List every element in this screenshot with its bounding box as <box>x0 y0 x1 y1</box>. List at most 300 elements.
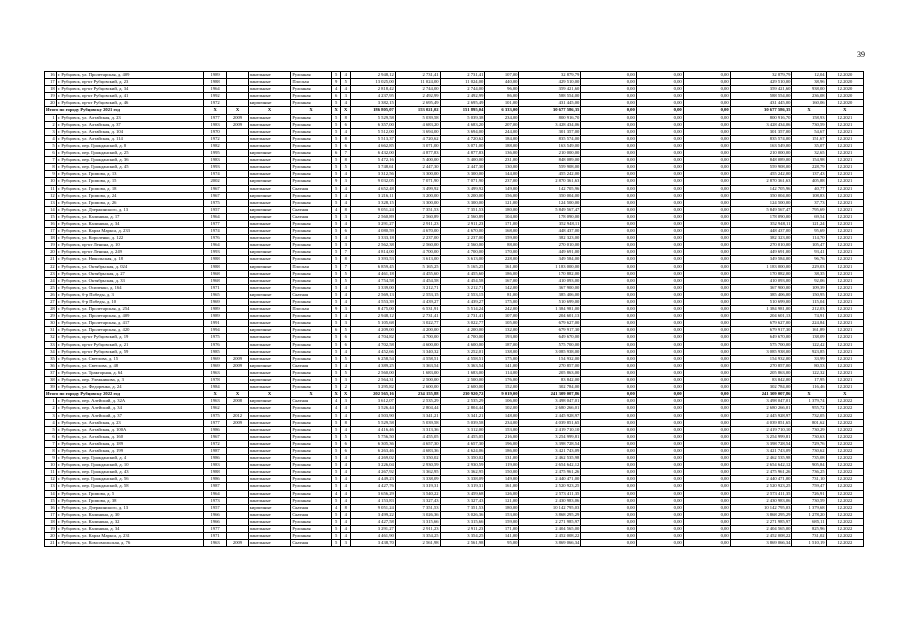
total-row <box>45 107 864 114</box>
table-cell: 4 209,00 <box>351 327 396 334</box>
table-cell <box>227 320 248 327</box>
table-cell: 12.2021 <box>826 142 863 149</box>
table-cell: 0,00 <box>636 164 683 171</box>
table-cell: 0,00 <box>683 462 730 469</box>
table-cell: 4 683,36 <box>395 447 440 454</box>
table-cell: 12 <box>45 476 57 483</box>
table-cell: 0,00 <box>683 93 730 100</box>
table-cell: 270 857,00 <box>730 362 792 369</box>
table-cell: 6 263,46 <box>351 447 396 454</box>
table-cell: 0,00 <box>636 79 683 86</box>
table-cell <box>227 327 248 334</box>
table-cell: кирпичные <box>248 362 291 369</box>
table-cell: 0,00 <box>581 284 636 291</box>
table-cell: 2 553,15 <box>395 291 440 298</box>
table-cell: 4 700,00 <box>395 249 440 256</box>
table-cell: 0,00 <box>636 490 683 497</box>
table-cell: г. Рубцовск, ул. Пролетарская, д. 420 <box>56 327 203 334</box>
table-cell: 12.2021 <box>826 213 863 220</box>
table-cell: 230 920,72 <box>440 391 485 398</box>
table-cell: 32 879,79 <box>519 72 581 79</box>
table-cell: 204 601,13 <box>519 313 581 320</box>
table-cell: 4 720,62 <box>440 135 485 142</box>
table-cell: г. Рубцовск, ул. Громова, д. 24 <box>56 192 203 199</box>
table-cell: 3 340,32 <box>395 348 440 355</box>
table-cell <box>227 462 248 469</box>
table-cell: 1978 <box>203 377 226 384</box>
table-cell: г. Рубцовск, пр-кт Рубцовский, д. 23 <box>56 79 203 86</box>
table-cell <box>227 369 248 376</box>
table-cell: г. Рубцовск, пр-кт Ленина, д. 249 <box>56 249 203 256</box>
table-cell: г. Рубцовск, пер. Гражданский, д. 25 <box>56 150 203 157</box>
table-cell: 18 <box>45 86 57 93</box>
table-cell: панельные <box>248 419 291 426</box>
table-cell: 167,00 <box>485 277 519 284</box>
table-cell: 679 627,00 <box>730 320 792 327</box>
table-cell: 410 093,00 <box>730 277 792 284</box>
table-cell: 0,00 <box>636 518 683 525</box>
table-cell: 244,00 <box>485 128 519 135</box>
table-cell: панельные <box>248 256 291 263</box>
table-cell: 5 <box>331 384 341 391</box>
table-cell: 15 <box>45 497 57 504</box>
table-cell: 3 428 434,06 <box>730 121 792 128</box>
table-cell: 7 071,90 <box>395 178 440 185</box>
table-cell: 154 932,00 <box>519 355 581 362</box>
table-cell: панельные <box>248 72 291 79</box>
table-row <box>45 327 864 334</box>
table-cell: 7 <box>341 150 351 157</box>
table-cell: 2009 <box>227 362 248 369</box>
table-cell: 5 <box>341 327 351 334</box>
table-cell: 1964 <box>203 213 226 220</box>
table-cell: 23 <box>45 270 57 277</box>
table-cell: 5 <box>331 440 341 447</box>
table-cell: 5 <box>331 320 341 327</box>
table-cell: 0,00 <box>581 327 636 334</box>
table-cell: 2 430 983,06 <box>730 497 792 504</box>
table-row <box>45 455 864 462</box>
table-cell: 3 328,15 <box>351 199 396 206</box>
table-cell: 0,00 <box>636 142 683 149</box>
table-cell: 5 <box>331 256 341 263</box>
table-cell: 122,32 <box>792 369 826 376</box>
table-cell: г. Рубцовск, ул. Алтайская, д. 114 <box>56 135 203 142</box>
table-cell: 170,00 <box>485 249 519 256</box>
table-cell: 5 <box>331 511 341 518</box>
table-cell: 36 <box>45 362 57 369</box>
table-cell: 196,00 <box>485 440 519 447</box>
table-cell: 0,00 <box>683 142 730 149</box>
table-cell: 0,00 <box>636 377 683 384</box>
table-cell: 4 <box>341 220 351 227</box>
table-cell: 1967 <box>203 185 226 192</box>
table-row <box>45 355 864 362</box>
table-cell: Рулонная <box>291 526 332 533</box>
table-cell: 2 911,23 <box>440 220 485 227</box>
table-cell: Скатная <box>291 213 332 220</box>
table-cell: 161,00 <box>485 483 519 490</box>
table-cell: 431 445,00 <box>730 100 792 107</box>
table-cell: 3 421 743,09 <box>730 447 792 454</box>
table-cell: Рулонная <box>291 249 332 256</box>
table-cell: 1975 <box>203 199 226 206</box>
table-cell: 5 <box>331 277 341 284</box>
table-row <box>45 348 864 355</box>
table-cell: 9 019,00 <box>485 391 519 398</box>
table-cell: 4 600,00 <box>440 341 485 348</box>
table-row <box>45 242 864 249</box>
table-cell: 0,00 <box>683 128 730 135</box>
table-cell: 0,00 <box>581 369 636 376</box>
table-row <box>45 320 864 327</box>
table-cell: 163 549,00 <box>519 142 581 149</box>
table-cell: Рулонная <box>291 242 332 249</box>
table-cell: 4 683,20 <box>395 121 440 128</box>
table-cell: 5 <box>331 164 341 171</box>
table-cell: 175,00 <box>485 299 519 306</box>
table-cell: 168,00 <box>485 228 519 235</box>
table-cell: 0,00 <box>636 526 683 533</box>
table-cell: 1 278,20 <box>792 511 826 518</box>
table-cell: 1983 <box>203 157 226 164</box>
table-cell: 4 <box>331 405 341 412</box>
table-cell: 5 <box>331 284 341 291</box>
table-cell: 19 <box>45 93 57 100</box>
table-row <box>45 526 864 533</box>
table-cell <box>227 405 248 412</box>
table-cell: 3 085 938,00 <box>730 348 792 355</box>
table-cell: 5 <box>331 462 341 469</box>
table-cell: 575 700,00 <box>730 341 792 348</box>
table-cell: кирпичные <box>248 192 291 199</box>
table-cell: 0,00 <box>636 150 683 157</box>
table-cell: 12.2022 <box>826 455 863 462</box>
table-cell: 0,00 <box>581 313 636 320</box>
table-cell: 1969 <box>203 299 226 306</box>
table-cell: 3 254 999,81 <box>730 433 792 440</box>
table-cell: г. Рубцовск, ул. Комсомольская, д. 76 <box>56 540 203 547</box>
table-cell: 5 <box>341 433 351 440</box>
table-cell: 382 323,00 <box>730 235 792 242</box>
table-cell: 0,00 <box>683 249 730 256</box>
table-cell: Рулонная <box>291 157 332 164</box>
table-cell: 3 421 743,09 <box>519 447 581 454</box>
table-cell: 4 <box>341 412 351 419</box>
table-cell: 4 <box>341 455 351 462</box>
table-cell: 4 267,92 <box>351 469 396 476</box>
table-cell: 21 <box>45 540 57 547</box>
table-cell: 3 612,07 <box>351 398 396 405</box>
table-cell: 731,02 <box>792 533 826 540</box>
table-cell: 0,00 <box>581 142 636 149</box>
table-cell: 270 857,00 <box>519 362 581 369</box>
table-cell: 8 <box>341 135 351 142</box>
table-cell: 101,00 <box>485 100 519 107</box>
table-cell: 0,00 <box>581 447 636 454</box>
table-cell: 3 499,92 <box>440 185 485 192</box>
table-cell <box>227 511 248 518</box>
table-cell: 3 498 047,01 <box>519 398 581 405</box>
table-cell: 0,00 <box>581 348 636 355</box>
table-cell: 510 699,00 <box>730 299 792 306</box>
table-cell: г. Рубцовск, ул. Громова, д. 18 <box>56 185 203 192</box>
table-cell: 150,00 <box>485 469 519 476</box>
table-cell: 0,00 <box>636 497 683 504</box>
table-cell: 0,00 <box>636 398 683 405</box>
table-cell: Рулонная <box>291 192 332 199</box>
table-cell: 4 814,00 <box>351 249 396 256</box>
table-cell: 12.2021 <box>826 150 863 157</box>
table-cell: 3 868 295,29 <box>730 511 792 518</box>
table-cell: 80,53 <box>792 362 826 369</box>
table-cell: 2 744,00 <box>440 86 485 93</box>
table-cell: 39 <box>45 384 57 391</box>
table-cell: Рулонная <box>291 235 332 242</box>
table-cell: 7 351,53 <box>395 206 440 213</box>
table-cell: 12,04 <box>792 72 826 79</box>
table-cell: 5 <box>331 355 341 362</box>
table-cell: 0,00 <box>636 341 683 348</box>
table-cell: 5 <box>341 270 351 277</box>
table-cell: 0,00 <box>636 171 683 178</box>
table-cell <box>227 299 248 306</box>
table-cell: 3 526,44 <box>351 405 396 412</box>
table-cell: 0,00 <box>636 121 683 128</box>
table-cell: 350 004,00 <box>730 192 792 199</box>
table-cell: 352 948,11 <box>519 220 581 227</box>
table-cell: 20 <box>45 100 57 107</box>
table-cell: 12.2020 <box>826 93 863 100</box>
table-cell: 16 <box>45 72 57 79</box>
table-cell: панельные <box>248 412 291 419</box>
table-cell: 5 400,00 <box>395 157 440 164</box>
table-cell: 4 461,18 <box>351 270 396 277</box>
table-cell: г. Рубцовск, ул. Громова, д. 15 <box>56 178 203 185</box>
table-cell: 149,00 <box>485 476 519 483</box>
table-cell: 26 <box>45 291 57 298</box>
table-cell: 731,10 <box>792 476 826 483</box>
table-cell: 1 379,68 <box>792 504 826 511</box>
table-cell: 4 624,06 <box>440 447 485 454</box>
table-cell: г. Рубцовск, ул. Пролетарская, д. 417 <box>56 320 203 327</box>
table-cell: 2 569,13 <box>351 291 396 298</box>
table-cell: X <box>248 391 291 398</box>
table-row <box>45 306 864 313</box>
table-cell: 3 499,22 <box>351 511 396 518</box>
table-cell: г. Рубцовск, ул. Алтайская, д. 160 <box>56 433 203 440</box>
table-cell: 455 242,00 <box>519 171 581 178</box>
table-cell: г. Рубцовск, ул. Калинина, д. 17 <box>56 213 203 220</box>
table-cell: панельные <box>248 114 291 121</box>
table-cell: 153 021,02 <box>395 107 440 114</box>
table-cell <box>227 164 248 171</box>
table-cell: 5 756,50 <box>351 433 396 440</box>
table-cell: 2 911,23 <box>395 526 440 533</box>
table-cell: 4 754,58 <box>351 277 396 284</box>
table-cell <box>227 504 248 511</box>
table-cell: 138,09 <box>792 334 826 341</box>
table-cell: 649 670,00 <box>730 334 792 341</box>
table-row <box>45 299 864 306</box>
table-cell: 2009 <box>227 419 248 426</box>
table-cell: 382 323,00 <box>519 235 581 242</box>
table-cell: 2 560,00 <box>351 369 396 376</box>
table-cell: 171,00 <box>485 220 519 227</box>
table-cell: 12.2022 <box>826 440 863 447</box>
table-cell: 2 560,00 <box>440 242 485 249</box>
table-cell: 0,00 <box>581 511 636 518</box>
table-cell: 0,00 <box>683 277 730 284</box>
table-cell: Рулонная <box>291 433 332 440</box>
table-cell: 188,00 <box>485 142 519 149</box>
table-cell: 0,00 <box>581 483 636 490</box>
table-cell: 4 <box>331 398 341 405</box>
table-cell: Рулонная <box>291 405 332 412</box>
table-cell: г. Рубцовск, ул. Громова, д. 26 <box>56 199 203 206</box>
table-row <box>45 263 864 270</box>
table-cell: Скатная <box>291 206 332 213</box>
table-cell: 141,00 <box>485 362 519 369</box>
table-cell <box>227 72 248 79</box>
total-row <box>45 391 864 398</box>
table-cell: 158,93 <box>792 114 826 121</box>
table-cell: 1968 <box>203 270 226 277</box>
table-cell: 234,00 <box>485 419 519 426</box>
table-cell: 9 051,24 <box>351 206 396 213</box>
table-cell: 13 025,00 <box>351 79 396 86</box>
table-cell: 0,00 <box>683 369 730 376</box>
table-cell: 3 212,71 <box>395 284 440 291</box>
table-cell: Рулонная <box>291 426 332 433</box>
table-cell: 5 <box>331 334 341 341</box>
table-cell: 2009 <box>227 540 248 547</box>
table-cell: 10 142 795,03 <box>519 504 581 511</box>
table-cell <box>227 256 248 263</box>
table-cell <box>227 426 248 433</box>
table-cell: 559 908,00 <box>730 164 792 171</box>
table-cell: 0,00 <box>581 433 636 440</box>
table-cell: 0,00 <box>683 334 730 341</box>
table-cell: 5 <box>331 518 341 525</box>
table-cell: 1969 <box>203 355 226 362</box>
table-cell: 735,08 <box>792 455 826 462</box>
table-cell: 848 089,00 <box>730 157 792 164</box>
table-cell: 5 <box>331 447 341 454</box>
table-cell: панельные <box>248 384 291 391</box>
table-cell: 0,00 <box>581 185 636 192</box>
table-cell: кирпичные <box>248 213 291 220</box>
table-cell: X <box>826 391 863 398</box>
table-cell: 12.2021 <box>826 263 863 270</box>
table-cell: 2 419 710,10 <box>519 426 581 433</box>
table-cell: 0,00 <box>581 391 636 398</box>
table-cell: 8 <box>341 157 351 164</box>
table-cell: 4 <box>341 490 351 497</box>
table-cell: 22 <box>45 263 57 270</box>
table-cell: 4 237,95 <box>351 93 396 100</box>
table-cell: 3 <box>341 306 351 313</box>
table-cell: 5 <box>341 369 351 376</box>
table-row <box>45 121 864 128</box>
table-row <box>45 469 864 476</box>
table-cell: 0,00 <box>636 100 683 107</box>
table-cell: 3 869 066,34 <box>730 540 792 547</box>
table-cell: 0,00 <box>683 150 730 157</box>
table-cell: 0,00 <box>683 384 730 391</box>
table-cell: 367 900,00 <box>730 284 792 291</box>
table-cell: 3 354,25 <box>395 533 440 540</box>
table-cell: 4 <box>341 497 351 504</box>
table-cell: 0,00 <box>581 220 636 227</box>
table-cell: г. Рубцовск, ул. Никольская, д. 18 <box>56 256 203 263</box>
table-cell: 559 908,00 <box>519 164 581 171</box>
table-cell: 2 <box>45 121 57 128</box>
table-cell: 0,00 <box>636 86 683 93</box>
table-cell: 3 498 047,01 <box>730 398 792 405</box>
table-cell: 144,00 <box>485 171 519 178</box>
table-cell: 171,00 <box>485 526 519 533</box>
table-cell: 12.2021 <box>826 199 863 206</box>
table-cell: 0,00 <box>683 242 730 249</box>
table-cell: панельные <box>248 341 291 348</box>
table-cell: г. Рубцовск, ул. Пролетарская, д. 254 <box>56 306 203 313</box>
table-cell: 12.2022 <box>826 433 863 440</box>
table-cell: г. Рубцовск, пр-кт Рубцовский, д. 19 <box>56 334 203 341</box>
table-cell: 205 863,00 <box>730 369 792 376</box>
table-cell: панельные <box>248 518 291 525</box>
table-cell: 955,72 <box>792 405 826 412</box>
table-cell: 5 <box>331 540 341 547</box>
table-cell: 0,00 <box>581 100 636 107</box>
table-cell: 153,00 <box>485 511 519 518</box>
table-row <box>45 511 864 518</box>
table-row <box>45 171 864 178</box>
table-cell: 1963 <box>203 540 226 547</box>
table-cell: 142 705,96 <box>730 185 792 192</box>
table-cell: Рулонная <box>291 199 332 206</box>
table-cell: 5 039,58 <box>395 419 440 426</box>
table-cell: 5 <box>331 483 341 490</box>
table-cell: 9 <box>331 178 341 185</box>
table-cell: г. Рубцовск, пр-кт Рубцовский, д. 34 <box>56 86 203 93</box>
table-cell: 4 670,00 <box>440 228 485 235</box>
table-cell: 35,07 <box>792 142 826 149</box>
table-cell: 4 455,05 <box>395 433 440 440</box>
table-cell: 2 447,30 <box>440 164 485 171</box>
table-cell: 4 <box>341 86 351 93</box>
table-cell: 4 449,23 <box>351 476 396 483</box>
table-cell: 301 357,00 <box>519 128 581 135</box>
table-cell: панельные <box>248 199 291 206</box>
table-cell: 5 <box>331 228 341 235</box>
table-cell: панельные <box>248 348 291 355</box>
table-cell: 2009 <box>227 355 248 362</box>
table-cell: 3 350,02 <box>395 455 440 462</box>
table-cell: 0,00 <box>581 455 636 462</box>
table-cell: 0,00 <box>636 320 683 327</box>
table-row <box>45 228 864 235</box>
table-cell: 0,00 <box>636 511 683 518</box>
table-cell: 0,00 <box>581 192 636 199</box>
table-cell: 1966 <box>203 511 226 518</box>
table-cell: 184,00 <box>485 135 519 142</box>
table-cell: 0,00 <box>581 362 636 369</box>
table-cell <box>227 213 248 220</box>
table-cell: 178 090,00 <box>519 213 581 220</box>
table-cell: 14 <box>45 206 57 213</box>
table-cell: 2 573 411,35 <box>519 490 581 497</box>
